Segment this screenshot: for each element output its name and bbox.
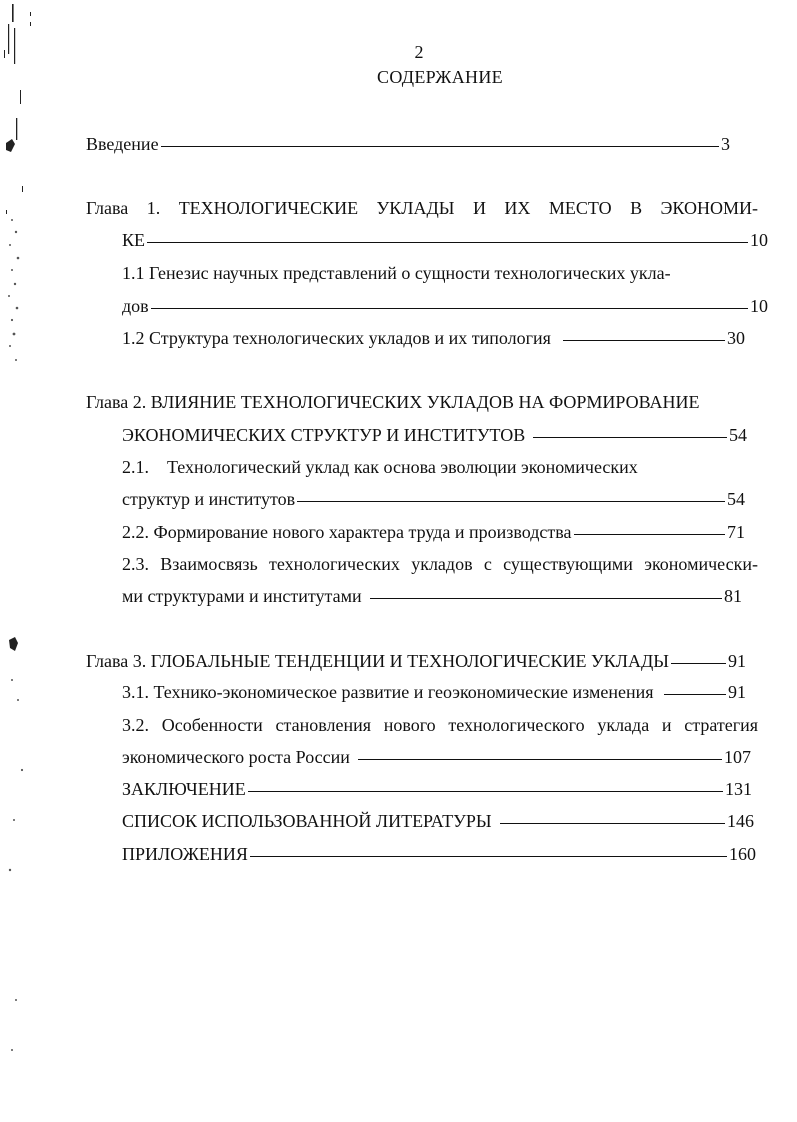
- toc-entry-text: 3.1. Технико-экономическое развитие и геоэкономические изменения: [122, 682, 654, 702]
- toc-page-number: 91: [728, 682, 746, 702]
- toc-entry-text: СПИСОК ИСПОЛЬЗОВАННОЙ ЛИТЕРАТУРЫ: [122, 811, 492, 831]
- toc-leader: [574, 534, 725, 535]
- page-title: СОДЕРЖАНИЕ: [377, 67, 503, 87]
- word: 1.: [146, 198, 161, 218]
- toc-section-2-3-text[interactable]: [122, 552, 758, 576]
- word: технологических: [269, 554, 400, 574]
- toc-leader: [563, 340, 725, 341]
- toc-leader: [358, 759, 722, 760]
- word: 3.2.: [122, 715, 149, 735]
- toc-leader: [533, 437, 727, 438]
- toc-section-3-1[interactable]: [122, 680, 746, 704]
- toc-section-1-1-text[interactable]: [122, 261, 671, 285]
- toc-page-number: 30: [727, 328, 745, 348]
- toc-section-2-2[interactable]: [122, 520, 745, 544]
- toc-leader: [500, 823, 725, 824]
- word: уклада: [597, 715, 650, 735]
- word: Глава: [86, 198, 129, 218]
- toc-conclusion[interactable]: [122, 777, 752, 801]
- toc-chapter1-title[interactable]: [86, 196, 758, 220]
- word: существующими: [503, 554, 633, 574]
- toc-page-number: 81: [724, 586, 742, 606]
- toc-leader: [248, 791, 723, 792]
- toc-entry-text: ПРИЛОЖЕНИЯ: [122, 844, 248, 864]
- toc-page-number: 10: [750, 296, 768, 316]
- toc-section-1-1-end[interactable]: [122, 294, 768, 318]
- toc-entry-text: КЕ: [122, 230, 146, 250]
- toc-entry-text: ми структурами и институтами: [122, 586, 362, 606]
- toc-section-2-1-text[interactable]: [122, 455, 638, 479]
- word: УКЛАДЫ: [376, 198, 455, 218]
- word: становления: [275, 715, 371, 735]
- toc-section-2-1-end[interactable]: [122, 487, 745, 511]
- toc-entry-text: Глава 2. ВЛИЯНИЕ ТЕХНОЛОГИЧЕСКИХ УКЛАДОВ НА ФОРМИРОВАНИЕ: [86, 392, 700, 412]
- toc-entry-text: Глава 3. ГЛОБАЛЬНЫЕ ТЕНДЕНЦИИ И ТЕХНОЛОГИЧЕСКИЕ УКЛАДЫ: [86, 651, 669, 671]
- toc-section-3-2-text[interactable]: [122, 713, 758, 737]
- toc-appendices[interactable]: [122, 842, 756, 866]
- toc-leader: [161, 146, 719, 147]
- toc-bibliography[interactable]: [122, 809, 754, 833]
- toc-entry-text: 1.2 Структура технологических укладов и их типология: [122, 328, 551, 348]
- word: ЭКОНОМИ-: [660, 198, 758, 218]
- toc-page-number: 131: [725, 779, 752, 799]
- word: 2.3.: [122, 554, 149, 574]
- toc-entry-text: структур и институтов: [122, 489, 296, 509]
- word: нового: [383, 715, 436, 735]
- toc-entry-intro[interactable]: [86, 132, 730, 156]
- toc-chapter1-end[interactable]: [122, 228, 768, 252]
- toc-leader: [250, 856, 727, 857]
- toc-page-number: 54: [727, 489, 745, 509]
- scan-edge-artifacts: [0, 0, 40, 1122]
- page-number: 2: [414, 42, 424, 62]
- word: укладов: [411, 554, 473, 574]
- toc-section-1-2[interactable]: [122, 326, 745, 350]
- word: и: [661, 715, 672, 735]
- word: Взаимосвязь: [160, 554, 258, 574]
- toc-chapter3[interactable]: [86, 649, 746, 673]
- toc-entry-text: 2.2. Формирование нового характера труда и производства: [122, 522, 572, 542]
- toc-leader: [671, 663, 726, 664]
- word: ИХ: [504, 198, 531, 218]
- toc-entry-text: Введение: [86, 134, 159, 154]
- toc-leader: [297, 501, 725, 502]
- toc-page-number: 91: [728, 651, 746, 671]
- word: ТЕХНОЛОГИЧЕСКИЕ: [178, 198, 359, 218]
- toc-entry-text: экономического роста России: [122, 747, 350, 767]
- toc-page-number: 10: [750, 230, 768, 250]
- toc-page-number: 146: [727, 811, 754, 831]
- toc-leader: [151, 308, 748, 309]
- toc-section-2-3-end[interactable]: [122, 584, 742, 608]
- toc-page-number: 3: [721, 134, 730, 154]
- word: технологического: [448, 715, 585, 735]
- word: В: [630, 198, 643, 218]
- toc-section-3-2-end[interactable]: [122, 745, 751, 769]
- word: экономически-: [644, 554, 758, 574]
- toc-page-number: 107: [724, 747, 751, 767]
- toc-entry-text: дов: [122, 296, 149, 316]
- toc-page-number: 160: [729, 844, 756, 864]
- toc-leader: [370, 598, 722, 599]
- toc-page-number: 54: [729, 425, 747, 445]
- toc-page-number: 71: [727, 522, 745, 542]
- toc-entry-text: ЭКОНОМИЧЕСКИХ СТРУКТУР И ИНСТИТУТОВ: [122, 425, 526, 445]
- toc-chapter2-title[interactable]: [86, 390, 700, 414]
- toc-entry-text: 1.1 Генезис научных представлений о сущности технологических укла-: [122, 263, 671, 283]
- word: МЕСТО: [548, 198, 612, 218]
- word: с: [483, 554, 492, 574]
- toc-leader: [147, 242, 748, 243]
- toc-entry-text: ЗАКЛЮЧЕНИЕ: [122, 779, 246, 799]
- toc-chapter2-end[interactable]: [122, 423, 747, 447]
- word: стратегия: [684, 715, 758, 735]
- toc-entry-text: 2.1. Технологический уклад как основа эволюции экономических: [122, 457, 638, 477]
- word: И: [472, 198, 486, 218]
- word: Особенности: [161, 715, 263, 735]
- toc-leader: [664, 694, 726, 695]
